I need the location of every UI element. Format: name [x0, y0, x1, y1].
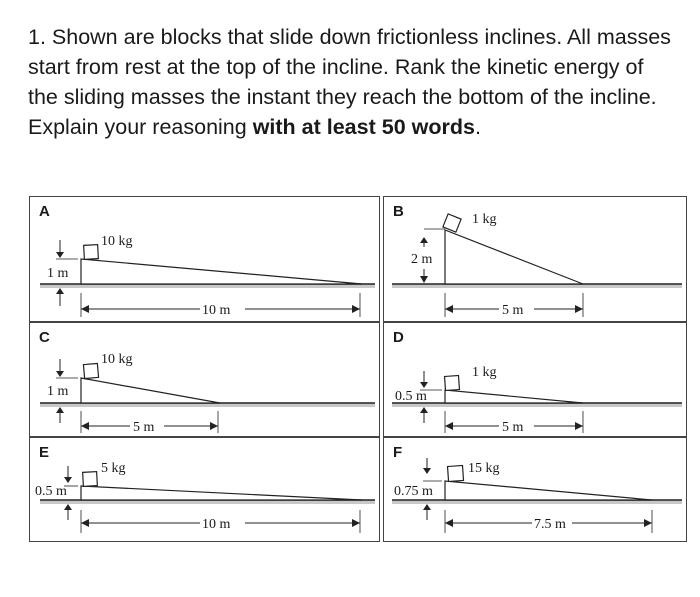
question-main: 1. Shown are blocks that slide down frictionless inclines. All masses start from rest at the top of the incline. Rank the kinetic energy of the sliding masses the instant they reach the bottom of the incline. Explain your reasoning — [28, 25, 671, 139]
mass-label: 10 kg — [101, 352, 133, 367]
panel-a — [29, 196, 380, 322]
length-label: 10 m — [202, 517, 231, 532]
mass-label: 5 kg — [101, 461, 126, 476]
panel-d-diagram — [384, 323, 688, 438]
panel-c-label: C — [39, 329, 50, 346]
mass-label: 1 kg — [472, 365, 497, 380]
panel-f — [383, 437, 687, 542]
length-label: 5 m — [502, 303, 524, 318]
incline — [81, 486, 362, 500]
block — [83, 472, 98, 487]
panel-e-label: E — [39, 444, 50, 461]
incline-figure — [29, 196, 687, 542]
panel-f-label: F — [393, 444, 403, 461]
panel-e-diagram — [30, 438, 381, 543]
block — [84, 245, 99, 260]
mass-label: 10 kg — [101, 234, 133, 249]
height-label: 0.5 m — [395, 389, 427, 404]
length-label: 7.5 m — [534, 517, 566, 532]
question-text — [28, 22, 678, 142]
block — [443, 214, 461, 232]
panel-e — [29, 437, 380, 542]
height-label: 1 m — [47, 266, 69, 281]
height-label: 0.5 m — [35, 484, 67, 499]
panel-c — [29, 322, 380, 437]
length-label: 5 m — [133, 420, 155, 435]
mass-label: 1 kg — [472, 212, 497, 227]
mass-label: 15 kg — [468, 461, 500, 476]
incline — [445, 481, 652, 500]
panel-b — [383, 196, 687, 322]
block — [83, 363, 98, 378]
question-end: . — [474, 115, 481, 139]
incline — [445, 390, 583, 403]
panel-c-diagram — [30, 323, 381, 438]
panel-f-diagram — [384, 438, 688, 543]
block — [448, 465, 464, 481]
length-label: 10 m — [202, 303, 231, 318]
block — [445, 376, 460, 391]
panel-a-label: A — [39, 203, 50, 220]
height-label: 2 m — [411, 252, 433, 267]
panel-b-label: B — [393, 203, 404, 220]
panel-a-diagram — [30, 197, 381, 323]
panel-d-label: D — [393, 329, 404, 346]
length-label: 5 m — [502, 420, 524, 435]
panel-b-diagram — [384, 197, 688, 323]
question-emphasis: with at least 50 words — [252, 115, 475, 139]
incline — [445, 230, 583, 284]
panel-d — [383, 322, 687, 437]
height-label: 1 m — [47, 384, 69, 399]
height-label: 0.75 m — [394, 484, 433, 499]
incline — [81, 378, 220, 403]
incline — [81, 259, 362, 284]
